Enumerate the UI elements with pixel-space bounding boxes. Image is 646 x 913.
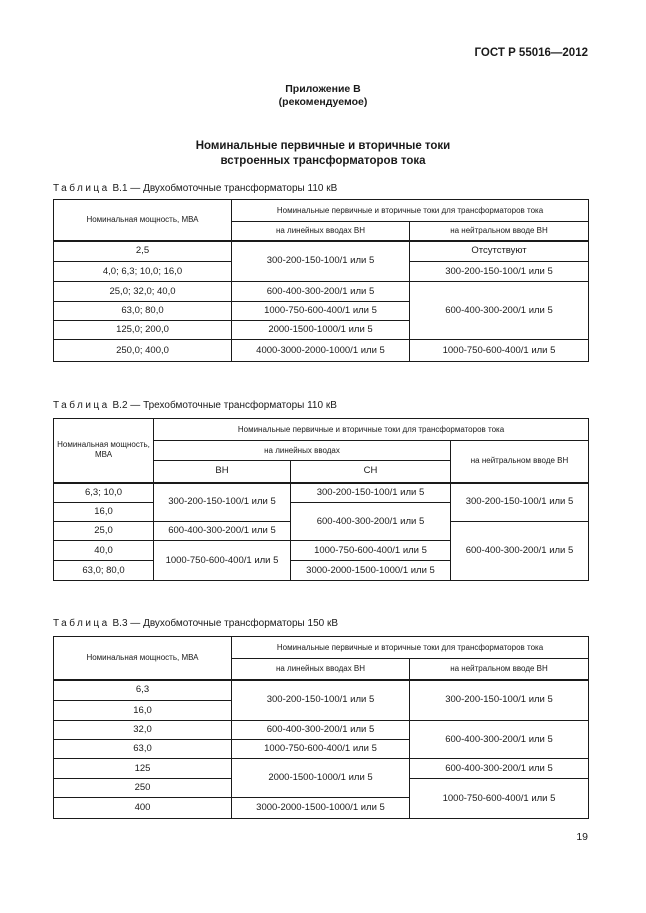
table1-header-currents: Номинальные первичные и вторичные токи для трансформаторов тока	[232, 200, 589, 222]
table2-header-neutral: на нейтральном вводе ВН	[451, 441, 589, 483]
table2-cell-sn: 3000-2000-1500-1000/1 или 5	[291, 561, 451, 581]
table2-cell-power: 25,0	[54, 522, 154, 541]
table2-cell-sn: 600-400-300-200/1 или 5	[291, 503, 451, 541]
table3-cell-power: 63,0	[54, 740, 232, 759]
table3-header-currents: Номинальные первичные и вторичные токи для трансформаторов тока	[232, 637, 589, 659]
table2-cell-vn: 1000-750-600-400/1 или 5	[154, 541, 291, 581]
table1-cell-neutral: Отсутствуют	[410, 241, 589, 262]
table3-caption	[53, 618, 338, 629]
section-title-line1: Номинальные первичные и вторичные токи	[195, 140, 451, 152]
table-row	[54, 721, 589, 740]
table1-caption	[53, 183, 337, 194]
table3-cell-neutral: 600-400-300-200/1 или 5	[410, 759, 589, 779]
table2-cell-power: 40,0	[54, 541, 154, 561]
table-row	[54, 759, 589, 779]
table2-cell-power: 63,0; 80,0	[54, 561, 154, 581]
table3-cell-power: 400	[54, 798, 232, 819]
table1-cell-power: 4,0; 6,3; 10,0; 16,0	[54, 262, 232, 282]
table3-header-linear: на линейных вводах ВН	[232, 659, 410, 680]
appendix-title: Приложение В	[285, 83, 361, 95]
table1-header-linear: на линейных вводах ВН	[232, 222, 410, 241]
table1-cell-power: 63,0; 80,0	[54, 302, 232, 321]
table3-cell-linear: 2000-1500-1000/1 или 5	[232, 759, 410, 798]
table3-cell-neutral: 300-200-150-100/1 или 5	[410, 680, 589, 721]
table1-caption-text: В.1 — Двухобмоточные трансформаторы 110 кВ	[112, 183, 338, 194]
table1-header-neutral: на нейтральном вводе ВН	[410, 222, 589, 241]
table3-cell-linear: 3000-2000-1500-1000/1 или 5	[232, 798, 410, 819]
table1-cell-power: 2,5	[54, 241, 232, 262]
table-row	[54, 483, 589, 503]
table1-cell-linear: 2000-1500-1000/1 или 5	[232, 321, 410, 340]
table2	[53, 418, 589, 581]
table3-cell-power: 32,0	[54, 721, 232, 740]
table-row	[54, 680, 589, 701]
table2-cell-neutral: 600-400-300-200/1 или 5	[451, 522, 589, 581]
table1-cell-power: 250,0; 400,0	[54, 340, 232, 362]
table2-header-vn: ВН	[154, 461, 291, 483]
table1-header-power: Номинальная мощность, МВА	[54, 200, 232, 241]
page-number: 19	[576, 831, 588, 843]
table1-cell-power: 25,0; 32,0; 40,0	[54, 282, 232, 302]
section-title-line2: встроенных трансформаторов тока	[220, 155, 426, 167]
document-code: ГОСТ Р 55016—2012	[474, 47, 588, 59]
table1-cell-neutral: 1000-750-600-400/1 или 5	[410, 340, 589, 362]
appendix-subtitle: (рекомендуемое)	[278, 96, 368, 108]
table1-cell-linear: 600-400-300-200/1 или 5	[232, 282, 410, 302]
table2-cell-vn: 300-200-150-100/1 или 5	[154, 483, 291, 522]
table2-cell-power: 16,0	[54, 503, 154, 522]
table3-caption-label: Таблица	[53, 618, 110, 629]
table3-cell-power: 16,0	[54, 701, 232, 721]
table3-cell-linear: 300-200-150-100/1 или 5	[232, 680, 410, 721]
table1-cell-neutral: 600-400-300-200/1 или 5	[410, 282, 589, 340]
table2-caption	[53, 400, 337, 411]
table2-caption-text: В.2 — Трехобмоточные трансформаторы 110 кВ	[112, 400, 337, 411]
table1-cell-power: 125,0; 200,0	[54, 321, 232, 340]
table2-caption-label: Таблица	[53, 400, 110, 411]
table3-cell-linear: 1000-750-600-400/1 или 5	[232, 740, 410, 759]
table3-cell-neutral: 1000-750-600-400/1 или 5	[410, 779, 589, 819]
table3-cell-neutral: 600-400-300-200/1 или 5	[410, 721, 589, 759]
table3	[53, 636, 589, 819]
table1	[53, 199, 589, 362]
table2-header-currents: Номинальные первичные и вторичные токи для трансформаторов тока	[154, 419, 589, 441]
table2-cell-sn: 1000-750-600-400/1 или 5	[291, 541, 451, 561]
table1-cell-linear: 4000-3000-2000-1000/1 или 5	[232, 340, 410, 362]
table1-cell-linear: 1000-750-600-400/1 или 5	[232, 302, 410, 321]
table3-caption-text: В.3 — Двухобмоточные трансформаторы 150 кВ	[112, 618, 339, 629]
table-row	[54, 241, 589, 262]
table-row	[54, 340, 589, 362]
table2-cell-sn: 300-200-150-100/1 или 5	[291, 483, 451, 503]
table1-cell-linear: 300-200-150-100/1 или 5	[232, 241, 410, 282]
table1-cell-neutral: 300-200-150-100/1 или 5	[410, 262, 589, 282]
table2-header-linear: на линейных вводах	[154, 441, 451, 461]
table3-cell-power: 250	[54, 779, 232, 798]
table3-header-neutral: на нейтральном вводе ВН	[410, 659, 589, 680]
table2-cell-vn: 600-400-300-200/1 или 5	[154, 522, 291, 541]
table2-cell-neutral: 300-200-150-100/1 или 5	[451, 483, 589, 522]
table2-cell-power: 6,3; 10,0	[54, 483, 154, 503]
table1-caption-label: Таблица	[53, 183, 110, 194]
table2-header-sn: СН	[291, 461, 451, 483]
table3-cell-linear: 600-400-300-200/1 или 5	[232, 721, 410, 740]
table3-header-power: Номинальная мощность, МВА	[54, 637, 232, 680]
table3-cell-power: 125	[54, 759, 232, 779]
table-row	[54, 282, 589, 302]
table2-header-power: Номинальная мощность, МВА	[54, 419, 154, 483]
table3-cell-power: 6,3	[54, 680, 232, 701]
